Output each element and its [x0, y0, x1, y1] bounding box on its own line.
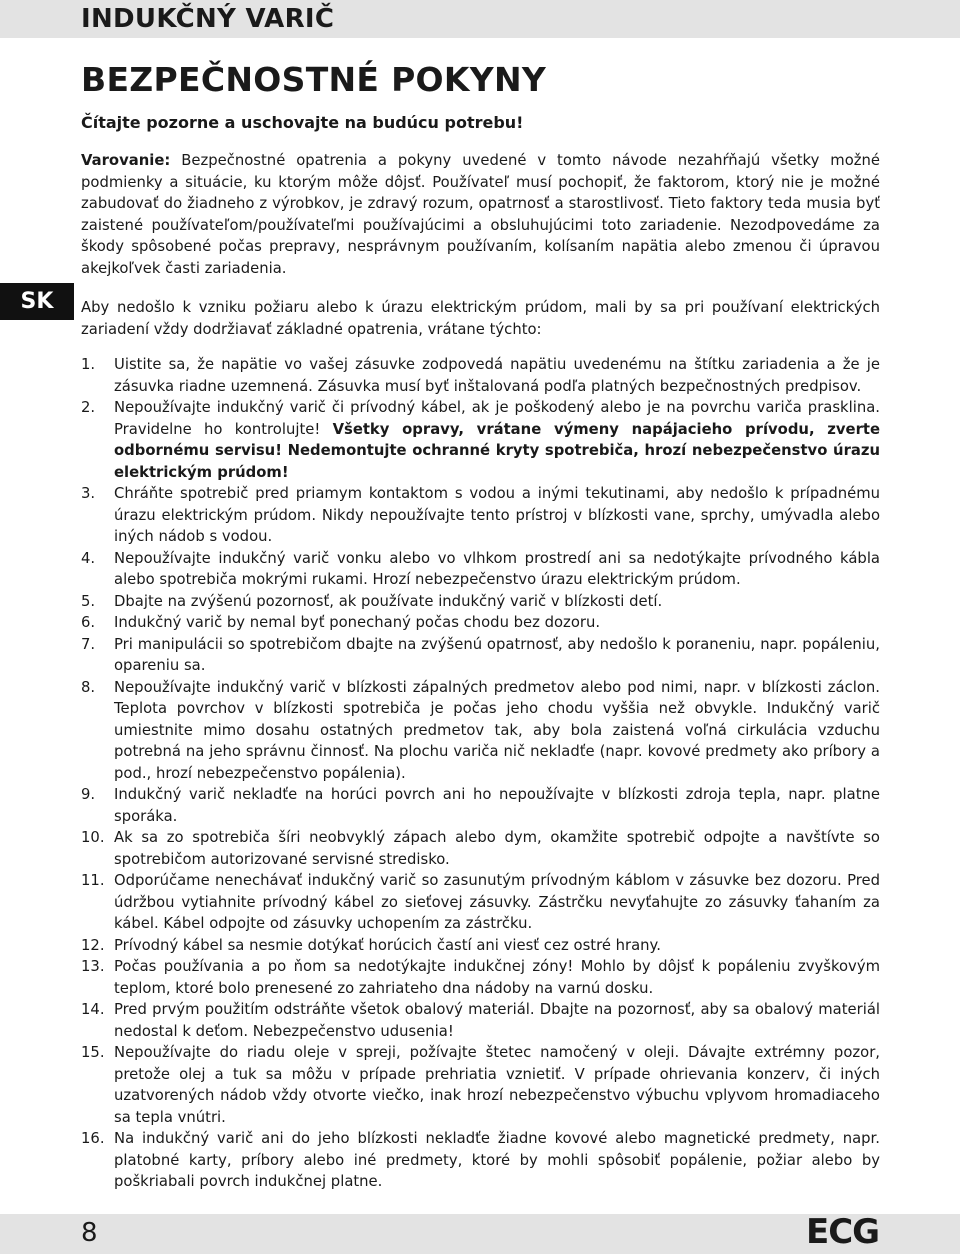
list-item — [81, 784, 880, 827]
list-item — [81, 1042, 880, 1128]
intro-paragraph: Aby nedošlo k vzniku požiaru alebo k úrazu elektrickým prúdom, mali by sa pri používaní elektrických zariadení vždy dodržiavať základné opatrenia, vrátane týchto: — [81, 299, 880, 338]
item-number: 7. — [81, 635, 96, 653]
brand-logo: ECG — [806, 1212, 880, 1252]
item-number: 15. — [81, 1044, 105, 1061]
item-number: 4. — [81, 549, 96, 567]
warning-text: Bezpečnostné opatrenia a pokyny uvedené v tomto návode nezahŕňajú všetky možné podmienky a situácie, ku ktorým môže dôjsť. Používateľ musí pochopiť, že faktorom, ktorý nie je možné zabudovať do žiadneho z výrobkov, je zdravý rozum, opatrnosť a starostlivosť. Tieto faktory teda musia byť zaistené používateľom/používateľmi používajúcimi a obsluhujúcimi toto zariadenie. Nezodpovedáme za škody spôsobené počas prepravy, nesprávnym používaním, kolísaním napätia alebo zmenou či úpravou akejkoľvek časti zariadenia. — [81, 152, 880, 277]
warning-paragraph — [81, 150, 880, 279]
item-number: 12. — [81, 936, 105, 954]
list-item — [81, 956, 880, 999]
warning-label: Varovanie: — [81, 152, 171, 169]
item-text: Indukčný varič nekladťe na horúci povrch ani ho nepoužívajte v blízkosti zdroja tepla, napr. platne sporáka. — [114, 786, 880, 825]
list-item — [81, 999, 880, 1042]
item-number: 6. — [81, 614, 96, 631]
item-text: Prívodný kábel sa nesmie dotýkať horúcich častí ani viesť cez ostré hrany. — [114, 936, 661, 954]
item-number: 11. — [81, 872, 105, 889]
item-number: 2. — [81, 399, 96, 416]
item-text: Pred prvým použitím odstráňte všetok obalový materiál. Dbajte na pozornosť, aby sa obalový materiál nedostal k deťom. Nebezpečenstvo udusenia! — [114, 1001, 880, 1040]
item-number: 9. — [81, 786, 96, 803]
list-item — [81, 354, 880, 397]
list-item — [81, 1128, 880, 1193]
list-item — [81, 935, 880, 957]
list-item — [81, 634, 880, 677]
item-text: Chráňte spotrebič pred priamym kontaktom s vodou a inými tekutinami, aby nedošlo k prípadnému úrazu elektrickým prúdom. Nikdy nepoužívajte tento prístroj v blízkosti vane, sprchy, umývadla alebo iných nádob s vodou. — [114, 485, 880, 545]
item-text: Nepoužívajte indukčný varič v blízkosti zápalných predmetov alebo pod nimi, napr. v blízkosti záclon. Teplota povrchov v blízkosti spotrebiča je počas jeho chodu vyššia než obvykle. Indukčný varič umiestnite mimo dosahu ostatných predmetov tak, aby bola zaistená voľná cirkulácia vzduchu potrebná na jeho správnu činnosť. Na plochu variča nič nekladťe (napr. kovové predmety ako príbory a pod., hrozí nebezpečenstvo popálenia). — [114, 678, 880, 782]
page-title: BEZPEČNOSTNÉ POKYNY — [81, 60, 547, 99]
list-item — [81, 612, 880, 634]
item-number: 10. — [81, 829, 105, 846]
item-text: Ak sa zo spotrebiča šíri neobvyklý zápach alebo dym, okamžite spotrebič odpojte a navštívte so spotrebičom autorizované servisné stredisko. — [114, 829, 880, 868]
item-text: Na indukčný varič ani do jeho blízkosti nekladťe žiadne kovové alebo magnetické predmety, napr. platobné karty, príbory alebo iné predmety, ktoré by mohli spôsobiť popálenie, požiar alebo by poškriabali povrch indukčnej platne. — [114, 1130, 880, 1190]
list-item — [81, 591, 880, 613]
list-item — [81, 827, 880, 870]
item-bold-text: Všetky opravy, vrátane výmeny napájacieho prívodu, zverte odbornému servisu! Nedemontujte ochranné kryty spotrebiča, hrozí nebezpečenstvo úrazu elektrickým prúdom! — [114, 420, 880, 481]
item-text: Indukčný varič by nemal byť ponechaný počas chodu bez dozoru. — [114, 614, 601, 631]
list-item — [81, 397, 880, 483]
subtitle: Čítajte pozorne a uschovajte na budúcu potrebu! — [81, 113, 524, 132]
item-text: Počas používania a po ňom sa nedotýkajte indukčnej zóny! Mohlo by dôjsť k popáleniu zvyškovým teplom, ktoré bolo prenesené zo zahriateho dna nádoby na varnú dosku. — [114, 958, 880, 997]
list-item — [81, 677, 880, 785]
language-tab: SK — [0, 283, 74, 320]
item-number: 13. — [81, 958, 105, 975]
list-item — [81, 870, 880, 935]
main-content — [81, 60, 880, 1193]
page-number: 8 — [81, 1218, 98, 1248]
list-item — [81, 483, 880, 548]
item-number: 5. — [81, 592, 96, 610]
item-text: Pri manipulácii so spotrebičom dbajte na zvýšenú opatrnosť, aby nedošlo k poraneniu, napr. popáleniu, opareniu sa. — [114, 635, 880, 674]
item-text: Nepoužívajte do riadu oleje v spreji, požívajte štetec namočený v oleji. Dávajte extrémny pozor, pretože olej a tuk sa môžu v prípade prehriatia vznietiť. V prípade ohrievania konzerv, či iných uzatvorených nádob vždy otvorte viečko, inak hrozí nebezpečenstvo výbuchu vplyvom hromadiaceho sa tepla vnútri. — [114, 1044, 880, 1126]
item-number: 14. — [81, 1001, 105, 1018]
item-text: Uistite sa, že napätie vo vašej zásuvke zodpovedá napätiu uvedenému na štítku zariadenia a že je zásuvka riadne uzemnená. Zásuvka musí byť inštalovaná podľa platných bezpečnostných predpisov. — [114, 356, 880, 395]
item-text: Odporúčame nenechávať indukčný varič so zasunutým prívodným káblom v zásuvke bez dozoru. Pred údržbou vytiahnite prívodný kábel zo sieťovej zásuvky. Zástrčku nevyťahujte zo zásuvky ťahaním za kábel. Kábel odpojte od zásuvky uchopením za zástrčku. — [114, 872, 880, 932]
item-text: Nepoužívajte indukčný varič vonku alebo vo vlhkom prostredí ani sa nedotýkajte prívodného kábla alebo spotrebiča mokrými rukami. Hrozí nebezpečenstvo úrazu elektrickým prúdom. — [114, 549, 880, 588]
item-text: Nepoužívajte indukčný varič či prívodný kábel, ak je poškodený alebo je na povrchu variča prasklina. Pravidelne ho kontrolujte! — [114, 399, 880, 438]
list-item — [81, 548, 880, 591]
item-number: 3. — [81, 485, 96, 502]
header-title: INDUKČNÝ VARIČ — [81, 4, 335, 34]
item-text: Dbajte na zvýšenú pozornosť, ak používate indukčný varič v blízkosti detí. — [114, 592, 663, 610]
item-number: 8. — [81, 678, 96, 696]
item-number: 16. — [81, 1130, 105, 1147]
safety-list — [81, 354, 880, 1193]
item-number: 1. — [81, 356, 96, 373]
